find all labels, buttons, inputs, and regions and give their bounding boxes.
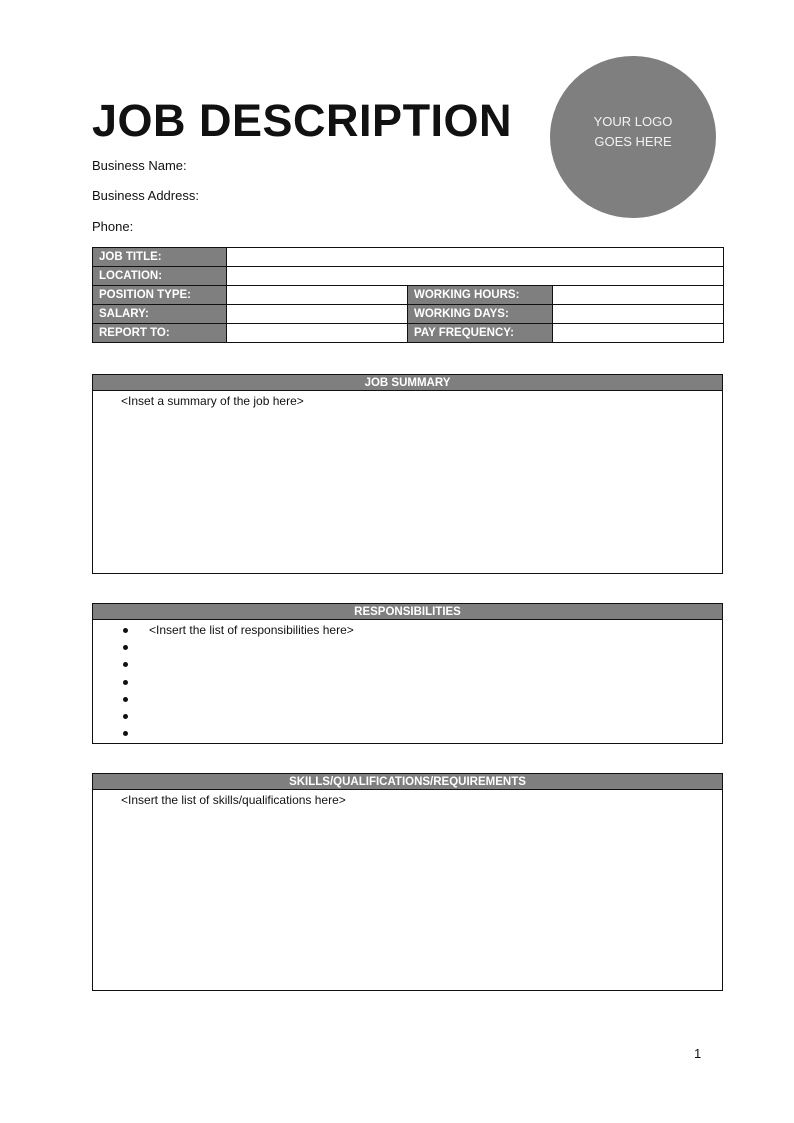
responsibilities-section bbox=[92, 603, 723, 744]
skills-section bbox=[92, 773, 723, 991]
table-row bbox=[93, 267, 724, 286]
responsibilities-header: RESPONSIBILITIES bbox=[93, 604, 722, 620]
table-row bbox=[93, 248, 724, 267]
working-days-field[interactable] bbox=[553, 305, 724, 324]
logo-placeholder bbox=[550, 56, 716, 218]
logo-text-line-1: YOUR LOGO bbox=[593, 114, 673, 129]
job-summary-section bbox=[92, 374, 723, 574]
page-number: 1 bbox=[694, 1046, 702, 1061]
skills-header: SKILLS/QUALIFICATIONS/REQUIREMENTS bbox=[93, 774, 722, 790]
page-title: JOB DESCRIPTION bbox=[92, 95, 513, 146]
list-item[interactable] bbox=[123, 708, 722, 725]
list-item[interactable] bbox=[123, 656, 722, 673]
job-title-label: JOB TITLE: bbox=[93, 248, 227, 267]
list-item[interactable] bbox=[123, 622, 722, 639]
list-item[interactable] bbox=[123, 639, 722, 656]
location-label: LOCATION: bbox=[93, 267, 227, 286]
bullet-icon bbox=[123, 731, 128, 736]
business-name-label: Business Name: bbox=[92, 158, 187, 173]
bullet-icon bbox=[123, 662, 128, 667]
report-to-field[interactable] bbox=[227, 324, 408, 343]
list-item[interactable] bbox=[123, 725, 722, 742]
list-item[interactable] bbox=[123, 674, 722, 691]
responsibilities-list bbox=[93, 620, 722, 742]
working-hours-label: WORKING HOURS: bbox=[408, 286, 553, 305]
working-hours-field[interactable] bbox=[553, 286, 724, 305]
bullet-icon bbox=[123, 697, 128, 702]
job-summary-text[interactable]: <Inset a summary of the job here> bbox=[121, 394, 304, 408]
table-row bbox=[93, 324, 724, 343]
bullet-icon bbox=[123, 680, 128, 685]
bullet-icon bbox=[123, 628, 128, 633]
position-type-label: POSITION TYPE: bbox=[93, 286, 227, 305]
location-field[interactable] bbox=[227, 267, 724, 286]
business-address-label: Business Address: bbox=[92, 188, 199, 203]
pay-frequency-label: PAY FREQUENCY: bbox=[408, 324, 553, 343]
job-summary-header: JOB SUMMARY bbox=[93, 375, 722, 391]
list-item[interactable] bbox=[123, 691, 722, 708]
responsibility-text: <Insert the list of responsibilities here> bbox=[149, 623, 354, 638]
working-days-label: WORKING DAYS: bbox=[408, 305, 553, 324]
report-to-label: REPORT TO: bbox=[93, 324, 227, 343]
bullet-icon bbox=[123, 714, 128, 719]
skills-text[interactable]: <Insert the list of skills/qualifications here> bbox=[121, 793, 346, 807]
table-row bbox=[93, 286, 724, 305]
salary-label: SALARY: bbox=[93, 305, 227, 324]
job-title-field[interactable] bbox=[227, 248, 724, 267]
job-info-table bbox=[92, 247, 724, 343]
bullet-icon bbox=[123, 645, 128, 650]
phone-label: Phone: bbox=[92, 219, 134, 234]
salary-field[interactable] bbox=[227, 305, 408, 324]
table-row bbox=[93, 305, 724, 324]
pay-frequency-field[interactable] bbox=[553, 324, 724, 343]
logo-text-line-2: GOES HERE bbox=[594, 134, 672, 149]
position-type-field[interactable] bbox=[227, 286, 408, 305]
